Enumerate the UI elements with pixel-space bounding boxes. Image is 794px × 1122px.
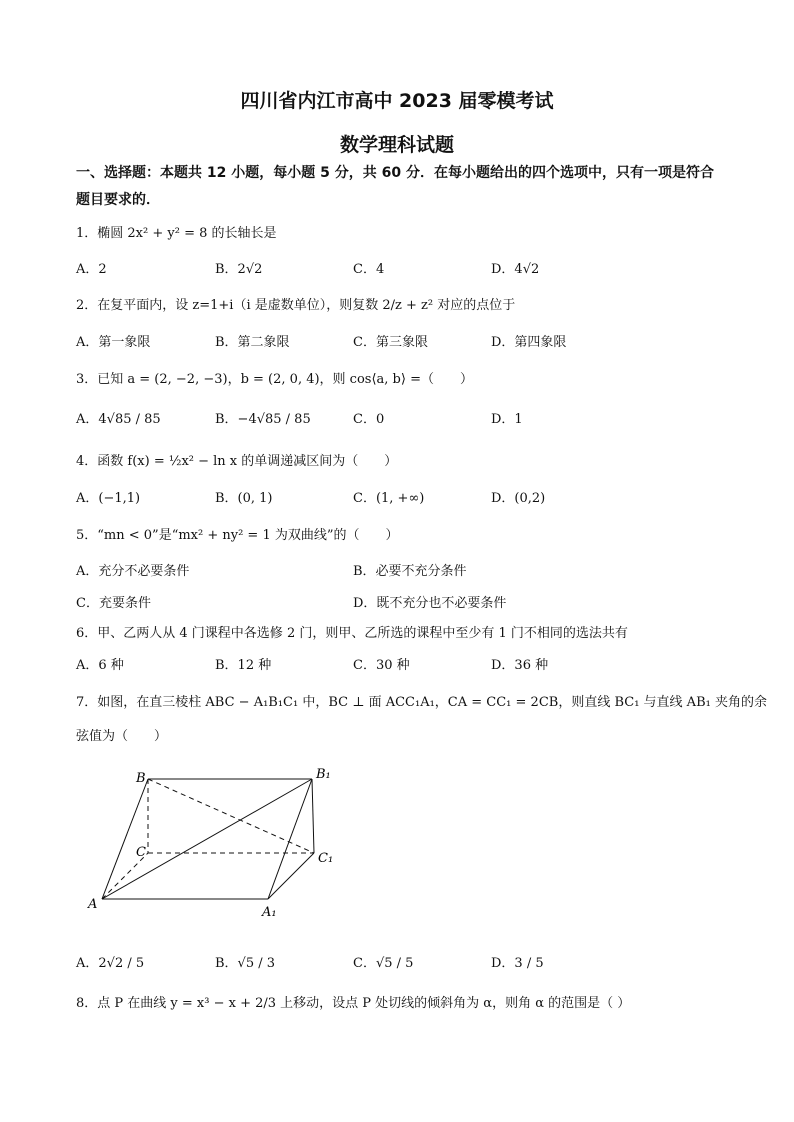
q1-option-a: A．2 [76, 262, 107, 277]
q6-option-b: B．12 种 [215, 658, 272, 673]
edge-a1-c1 [268, 853, 314, 899]
question-8: 8．点 P 在曲线 y = x³ − x + 2/3 上移动，设点 P 处切线的倾斜角为 α，则角 α 的范围是（ ） [76, 996, 631, 1011]
q4-option-b: B．(0, 1) [215, 491, 273, 506]
label-b1: B₁ [316, 767, 331, 782]
edge-a-b [102, 779, 148, 899]
edge-a1-b1 [268, 779, 312, 899]
q5-option-d: D．既不充分也不必要条件 [353, 596, 507, 611]
page-title: 四川省内江市高中 2023 届零模考试 [240, 90, 554, 112]
q4-option-c: C．(1, +∞) [353, 491, 425, 506]
prism-figure [84, 762, 344, 922]
label-c: C [136, 845, 146, 860]
segment-b-c1 [148, 779, 314, 853]
q7-option-c: C．√5 / 5 [353, 956, 414, 971]
q6-option-d: D．36 种 [491, 658, 549, 673]
question-2: 2．在复平面内，设 z=1+i（i 是虚数单位），则复数 2/z + z² 对应的点位于 [76, 298, 516, 313]
q5-option-b: B．必要不充分条件 [353, 564, 467, 579]
q3-option-a: A．4√85 / 85 [76, 412, 161, 427]
q2-option-c: C．第三象限 [353, 335, 428, 350]
question-4: 4．函数 f(x) = ½x² − ln x 的单调递减区间为（ ） [76, 454, 398, 469]
segment-a-b1 [102, 779, 312, 899]
question-5: 5．“mn < 0”是“mx² + ny² = 1 为双曲线”的（ ） [76, 528, 399, 543]
q1-option-c: C．4 [353, 262, 385, 277]
page-subtitle: 数学理科试题 [339, 134, 454, 156]
q7-option-d: D．3 / 5 [491, 956, 544, 971]
label-b: B [136, 771, 146, 786]
q2-option-b: B．第二象限 [215, 335, 290, 350]
q7-option-a: A．2√2 / 5 [76, 956, 145, 971]
q3-option-c: C．0 [353, 412, 385, 427]
q3-option-d: D．1 [491, 412, 523, 427]
label-c1: C₁ [318, 851, 334, 866]
q3-option-b: B．−4√85 / 85 [215, 412, 311, 427]
q2-option-a: A．第一象限 [76, 335, 151, 350]
question-7-line1: 7．如图，在直三棱柱 ABC − A₁B₁C₁ 中，BC ⊥ 面 ACC₁A₁，CA = CC₁ = 2CB，则直线 BC₁ 与直线 AB₁ 夹角的余 [76, 695, 767, 710]
label-a1: A₁ [262, 905, 277, 920]
q7-option-b: B．√5 / 3 [215, 956, 276, 971]
q4-option-d: D．(0,2) [491, 491, 546, 506]
q5-option-a: A．充分不必要条件 [76, 564, 190, 579]
question-1: 1．椭圆 2x² + y² = 8 的长轴长是 [76, 226, 277, 241]
question-6: 6．甲、乙两人从 4 门课程中各选修 2 门，则甲、乙所选的课程中至少有 1 门不相同的选法共有 [76, 626, 628, 641]
q5-option-c: C．充要条件 [76, 596, 151, 611]
q1-option-b: B．2√2 [215, 262, 263, 277]
q1-option-d: D．4√2 [491, 262, 540, 277]
q6-option-a: A．6 种 [76, 658, 124, 673]
q4-option-a: A．(−1,1) [76, 491, 141, 506]
label-a: A [88, 897, 98, 912]
question-7-line2: 弦值为（ ） [76, 729, 168, 744]
question-3: 3．已知 a = (2, −2, −3)，b = (2, 0, 4)，则 cos⟨a, b⟩ =（ ） [76, 372, 473, 387]
edge-b1-c1 [312, 779, 314, 853]
section-header: 一、选择题：本题共 12 小题，每小题 5 分，共 60 分．在每小题给出的四个选项中，只有一项是符合题目要求的． [76, 165, 714, 208]
q6-option-c: C．30 种 [353, 658, 410, 673]
q2-option-d: D．第四象限 [491, 335, 567, 350]
